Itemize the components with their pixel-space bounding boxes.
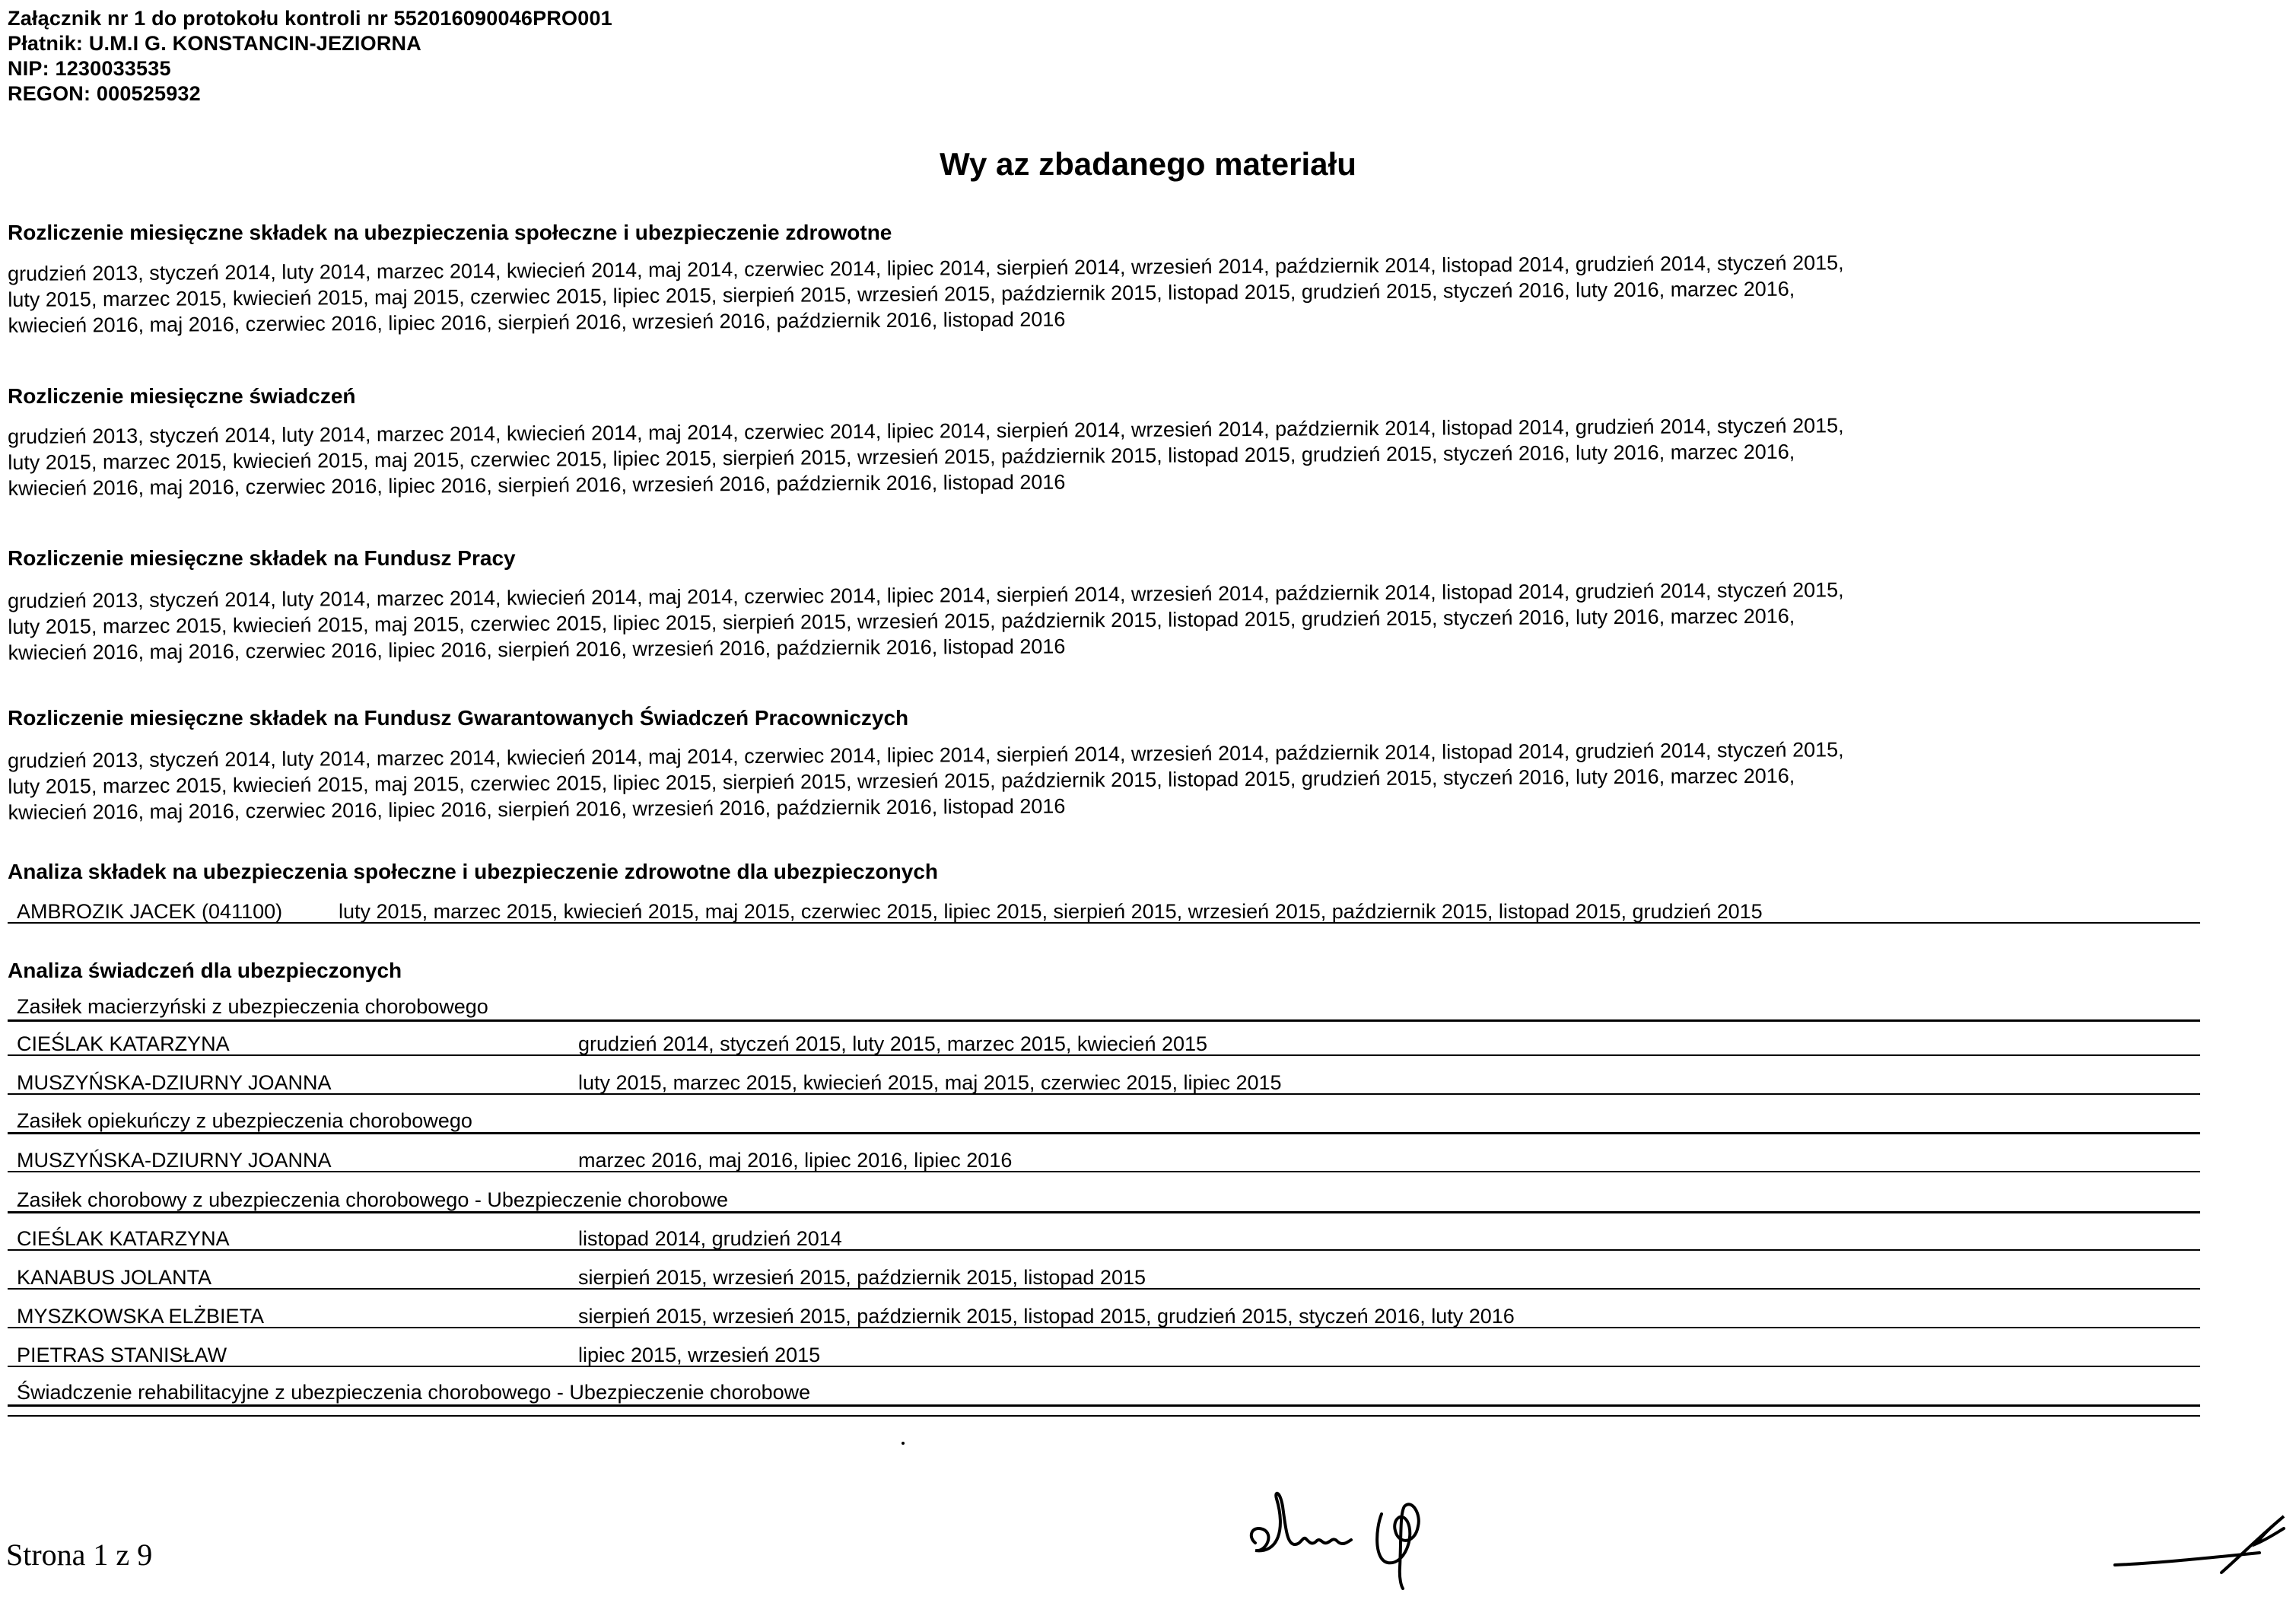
protocol-attachment-line: Załącznik nr 1 do protokołu kontroli nr 552016090046PRO001 [8,7,612,30]
months-line: grudzień 2013, styczeń 2014, luty 2014, marzec 2014, kwiecień 2014, maj 2014, czerwiec 2014, lipiec 2014, sierpień 2014, wrzesień 2014, październik 2014, listopad 2014, grudzień 2014, styczeń 2015, [8,578,1844,612]
insured-name: PIETRAS STANISŁAW [17,1344,227,1366]
section-title: Rozliczenie miesięczne składek na Fundusz Gwarantowanych Świadczeń Pracowniczych [8,706,909,730]
insured-months: sierpień 2015, wrzesień 2015, październik 2015, listopad 2015, grudzień 2015, styczeń 2016, luty 2016 [578,1305,1515,1328]
benefit-group-label: Zasiłek macierzyński z ubezpieczenia chorobowego [17,995,488,1018]
insured-name: MUSZYŃSKA-DZIURNY JOANNA [17,1149,332,1172]
divider [8,1054,2200,1056]
page-number: Strona 1 z 9 [6,1538,153,1572]
handwritten-signature [1232,1484,1445,1590]
divider [8,1415,2200,1417]
insured-name: CIEŚLAK KATARZYNA [17,1032,230,1055]
benefit-group-label: Zasiłek opiekuńczy z ubezpieczenia chorobowego [17,1109,472,1132]
benefit-group-label: Świadczenie rehabilitacyjne z ubezpieczenia chorobowego - Ubezpieczenie chorobowe [17,1381,811,1404]
divider [8,1249,2200,1251]
stray-mark [902,1442,905,1445]
section-months [8,247,2199,339]
divider [8,1132,2200,1134]
insured-months: grudzień 2014, styczeń 2015, luty 2015, marzec 2015, kwiecień 2015 [578,1032,1208,1055]
insured-months: marzec 2016, maj 2016, lipiec 2016, lipiec 2016 [578,1149,1013,1172]
months-line: luty 2015, marzec 2015, kwiecień 2015, maj 2015, czerwiec 2015, lipiec 2015, sierpień 2015, wrzesień 2015, październik 2015, listopad 2015, grudzień 2015, styczeń 2016, luty 2016, marzec 2016, [8,604,1795,638]
months-line: kwiecień 2016, maj 2016, czerwiec 2016, lipiec 2016, sierpień 2016, wrzesień 2016, październik 2016, listopad 2016 [8,307,1066,337]
insured-name: KANABUS JOLANTA [17,1266,212,1289]
divider [8,922,2200,924]
regon-line: REGON: 000525932 [8,82,201,105]
months-line: kwiecień 2016, maj 2016, czerwiec 2016, lipiec 2016, sierpień 2016, wrzesień 2016, październik 2016, listopad 2016 [8,470,1066,500]
divider [8,1019,2200,1022]
section-title: Analiza świadczeń dla ubezpieczonych [8,959,402,982]
months-line: luty 2015, marzec 2015, kwiecień 2015, maj 2015, czerwiec 2015, lipiec 2015, sierpień 2015, wrzesień 2015, październik 2015, listopad 2015, grudzień 2015, styczeń 2016, luty 2016, marzec 2016, [8,764,1795,798]
months-line: grudzień 2013, styczeń 2014, luty 2014, marzec 2014, kwiecień 2014, maj 2014, czerwiec 2014, lipiec 2014, sierpień 2014, wrzesień 2014, październik 2014, listopad 2014, grudzień 2014, styczeń 2015, [8,251,1844,285]
insured-name: MYSZKOWSKA ELŻBIETA [17,1305,265,1328]
handwritten-initial [2107,1503,2290,1586]
document-header [8,6,612,107]
section-title: Rozliczenie miesięczne składek na Fundusz Pracy [8,546,516,570]
section-title: Rozliczenie miesięczne świadczeń [8,384,356,408]
page-title: Wy az zbadanego materiału [940,146,1356,182]
insured-months: listopad 2014, grudzień 2014 [578,1227,842,1250]
months-line: luty 2015, marzec 2015, kwiecień 2015, maj 2015, czerwiec 2015, lipiec 2015, sierpień 2015, wrzesień 2015, październik 2015, listopad 2015, grudzień 2015, styczeń 2016, luty 2016, marzec 2016, [8,440,1795,474]
insured-name: CIEŚLAK KATARZYNA [17,1227,230,1250]
section-title: Analiza składek na ubezpieczenia społeczne i ubezpieczenie zdrowotne dla ubezpieczonych [8,860,938,883]
months-line: kwiecień 2016, maj 2016, czerwiec 2016, lipiec 2016, sierpień 2016, wrzesień 2016, październik 2016, listopad 2016 [8,794,1066,824]
insured-name: MUSZYŃSKA-DZIURNY JOANNA [17,1071,332,1094]
section-months [8,734,2199,825]
divider [8,1211,2200,1213]
months-line: grudzień 2013, styczeń 2014, luty 2014, marzec 2014, kwiecień 2014, maj 2014, czerwiec 2014, lipiec 2014, sierpień 2014, wrzesień 2014, październik 2014, listopad 2014, grudzień 2014, styczeń 2015, [8,738,1844,772]
divider [8,1093,2200,1095]
months-line: grudzień 2013, styczeń 2014, luty 2014, marzec 2014, kwiecień 2014, maj 2014, czerwiec 2014, lipiec 2014, sierpień 2014, wrzesień 2014, październik 2014, listopad 2014, grudzień 2014, styczeń 2015, [8,414,1844,448]
section-title: Rozliczenie miesięczne składek na ubezpieczenia społeczne i ubezpieczenie zdrowotne [8,221,892,244]
nip-line: NIP: 1230033535 [8,57,171,80]
divider [8,1288,2200,1290]
insured-months: lipiec 2015, wrzesień 2015 [578,1344,821,1366]
benefit-group-label: Zasiłek chorobowy z ubezpieczenia chorobowego - Ubezpieczenie chorobowe [17,1188,729,1211]
divider [8,1404,2200,1407]
divider [8,1171,2200,1172]
divider [8,1327,2200,1328]
insured-months: luty 2015, marzec 2015, kwiecień 2015, maj 2015, czerwiec 2015, lipiec 2015, sierpień 2015, wrzesień 2015, październik 2015, listopad 2015, grudzień 2015 [339,900,1763,923]
insured-name: AMBROZIK JACEK (041100) [17,900,283,923]
section-months [8,574,2199,666]
insured-months: luty 2015, marzec 2015, kwiecień 2015, maj 2015, czerwiec 2015, lipiec 2015 [578,1071,1282,1094]
divider [8,1366,2200,1367]
payer-line: Płatnik: U.M.I G. KONSTANCIN-JEZIORNA [8,32,421,55]
insured-months: sierpień 2015, wrzesień 2015, październik 2015, listopad 2015 [578,1266,1146,1289]
months-line: kwiecień 2016, maj 2016, czerwiec 2016, lipiec 2016, sierpień 2016, wrzesień 2016, październik 2016, listopad 2016 [8,635,1066,664]
section-months [8,410,2199,501]
months-line: luty 2015, marzec 2015, kwiecień 2015, maj 2015, czerwiec 2015, lipiec 2015, sierpień 2015, wrzesień 2015, październik 2015, listopad 2015, grudzień 2015, styczeń 2016, luty 2016, marzec 2016, [8,277,1795,311]
